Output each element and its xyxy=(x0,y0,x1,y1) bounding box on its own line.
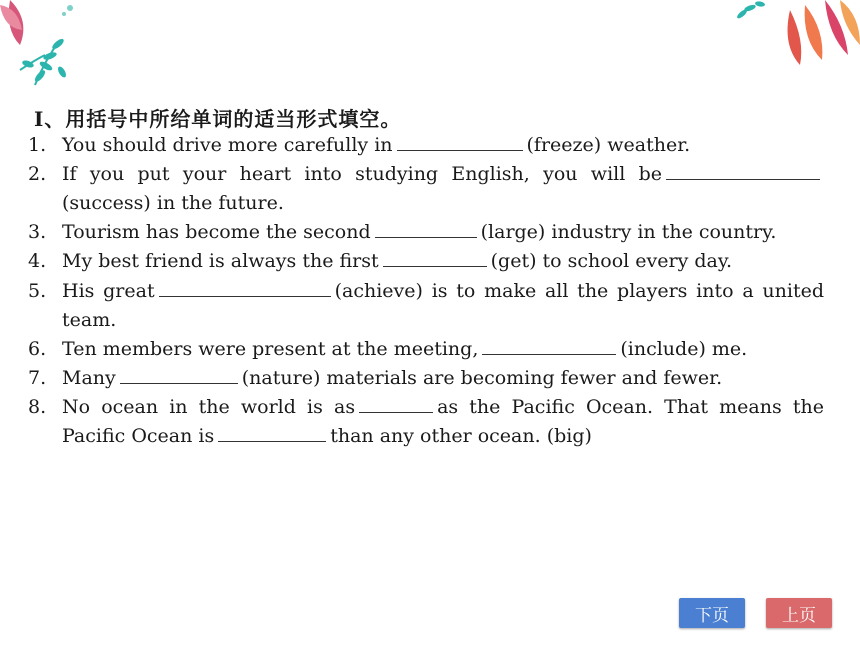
question-text: My best friend is always the first xyxy=(62,250,379,272)
question-text: Many xyxy=(62,367,116,389)
answer-blank[interactable] xyxy=(482,336,616,355)
question-text: If you put your heart into studying English, you will be xyxy=(62,163,662,185)
question-text: (success) in the future. xyxy=(62,192,284,214)
question-number: 1. xyxy=(28,134,47,156)
question-1 xyxy=(28,131,824,160)
question-text: (nature) materials are becoming fewer and fewer. xyxy=(241,367,723,389)
answer-blank[interactable] xyxy=(397,132,523,151)
question-number: 7. xyxy=(28,367,47,389)
question-number: 8. xyxy=(28,396,47,418)
question-text: (freeze) weather. xyxy=(526,134,691,156)
floral-decoration-right-icon xyxy=(730,0,860,70)
question-number: 5. xyxy=(28,280,47,302)
answer-blank[interactable] xyxy=(666,161,820,180)
question-text: His great xyxy=(62,280,155,302)
previous-page-button[interactable]: 上页 xyxy=(766,598,832,628)
question-text: (achieve) is to make all the players into a united team. xyxy=(62,280,824,331)
section-heading xyxy=(34,103,401,132)
question-8 xyxy=(28,393,824,451)
answer-blank[interactable] xyxy=(159,278,331,297)
question-5 xyxy=(28,277,824,335)
next-page-button[interactable]: 下页 xyxy=(679,598,745,628)
question-4 xyxy=(28,247,824,276)
answer-blank[interactable] xyxy=(383,248,487,267)
section-roman-numeral: Ⅰ xyxy=(34,107,45,131)
question-2 xyxy=(28,160,824,218)
question-number: 4. xyxy=(28,250,47,272)
question-text: Ten members were present at the meeting, xyxy=(62,338,479,360)
question-text: (large) industry in the country. xyxy=(480,221,777,243)
answer-blank[interactable] xyxy=(359,394,433,413)
question-number: 6. xyxy=(28,338,47,360)
question-number: 2. xyxy=(28,163,47,185)
question-text: No ocean in the world is as xyxy=(62,396,356,418)
question-text: as the Pacific Ocean. That means the Pacific Ocean is xyxy=(62,396,824,447)
answer-blank[interactable] xyxy=(375,219,477,238)
question-text: (get) to school every day. xyxy=(490,250,733,272)
question-text: (include) me. xyxy=(620,338,748,360)
question-number: 3. xyxy=(28,221,47,243)
answer-blank[interactable] xyxy=(120,365,238,384)
question-text: than any other ocean. (big) xyxy=(330,425,592,447)
question-3 xyxy=(28,218,824,247)
question-text: Tourism has become the second xyxy=(62,221,371,243)
answer-blank[interactable] xyxy=(218,423,326,442)
question-7 xyxy=(28,364,824,393)
section-instruction: 、用括号中所给单词的适当形式填空。 xyxy=(44,107,402,131)
floral-decoration-left-icon xyxy=(0,0,90,95)
question-6 xyxy=(28,335,824,364)
question-text: You should drive more carefully in xyxy=(62,134,393,156)
